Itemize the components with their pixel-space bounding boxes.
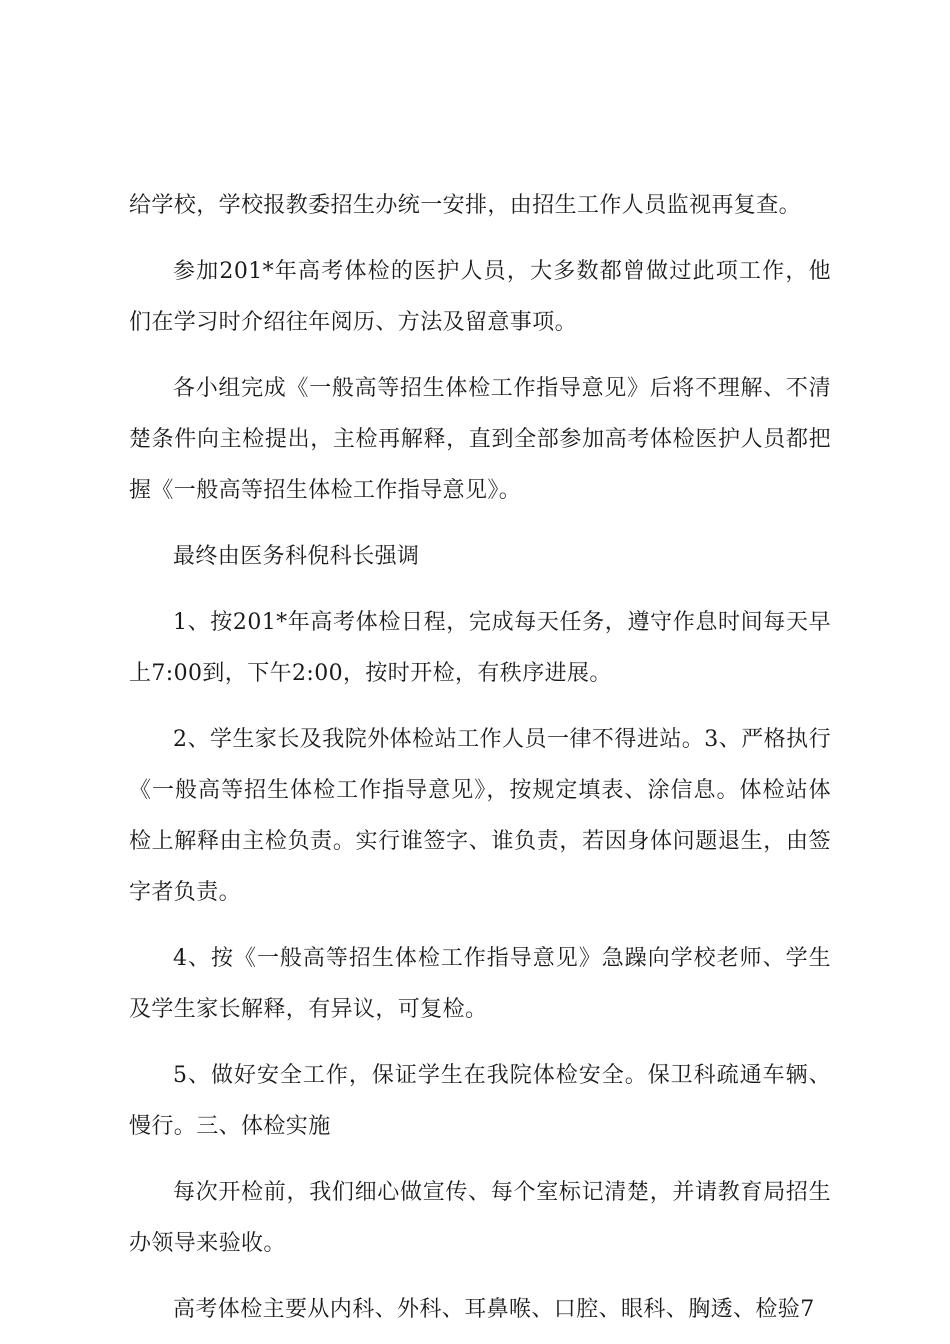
paragraph: 4、按《一般高等招生体检工作指导意见》急躁向学校老师、学生及学生家长解释，有异议，可复检。 xyxy=(129,946,831,1022)
paragraph: 各小组完成《一般高等招生体检工作指导意见》后将不理解、不清楚条件向主检提出，主检再解释，直到全部参加高考体检医护人员都把握《一般高等招生体检工作指导意见》。 xyxy=(129,376,831,503)
paragraph: 每次开检前，我们细心做宣传、每个室标记清楚，并请教育局招生办领导来验收。 xyxy=(129,1180,831,1256)
paragraph: 高考体检主要从内科、外科、耳鼻喉、口腔、眼科、胸透、检验7 xyxy=(173,1297,815,1322)
paragraph: 最终由医务科倪科长强调 xyxy=(173,544,420,569)
paragraph: 参加201*年高考体检的医护人员，大多数都曾做过此项工作，他们在学习时介绍往年阅历、方法及留意事项。 xyxy=(129,259,831,335)
paragraph: 5、做好安全工作，保证学生在我院体检安全。保卫科疏通车辆、慢行。三、体检实施 xyxy=(129,1063,831,1139)
paragraph: 1、按201*年高考体检日程，完成每天任务，遵守作息时间每天早上7:00到，下午2:00，按时开检，有秩序进展。 xyxy=(129,610,831,686)
paragraph: 2、学生家长及我院外体检站工作人员一律不得进站。3、严格执行《一般高等招生体检工作指导意见》，按规定填表、涂信息。体检站体检上解释由主检负责。实行谁签字、谁负责，若因身体问题退生，由签字者负责。 xyxy=(129,727,831,905)
document-body xyxy=(129,180,831,1335)
paragraph: 给学校，学校报教委招生办统一安排，由招生工作人员监视再复查。 xyxy=(129,193,802,218)
